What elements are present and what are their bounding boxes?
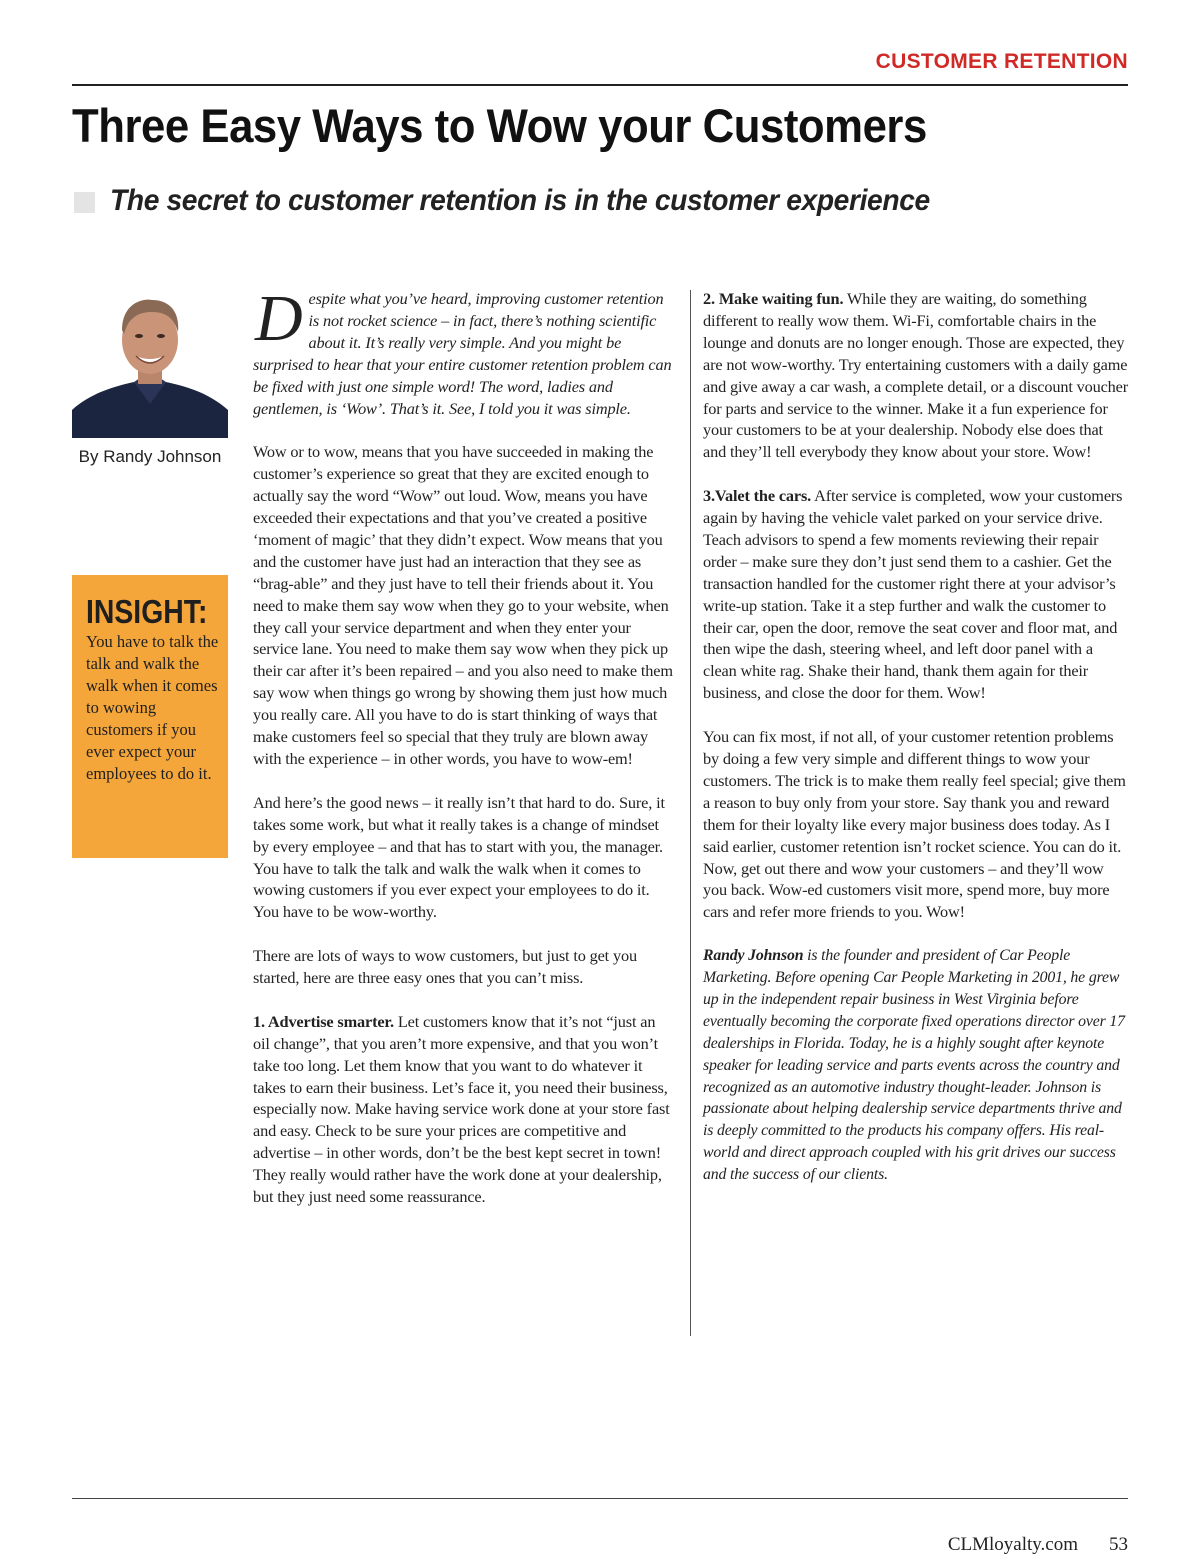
tip-3-lead: 3.Valet the cars. [703, 486, 812, 506]
page-number: 53 [1109, 1534, 1128, 1555]
tip-1-text: Let customers know that it’s not “just an oil change”, that you aren’t more expensive, and that you won’t take too long. Let them know that you want to do whatever it takes to earn their business. Let’s face it, you need their business, especially now. Make having service work done at your store fast and easy. Check to be sure your prices are competitive and advertise – in other words, don’t be the best kept secret in town! They really would rather have the work done at your dealership, but they just need some reassurance. [253, 1011, 670, 1207]
section-label: CUSTOMER RETENTION [875, 50, 1128, 73]
footer-rule [72, 1498, 1128, 1499]
article-subhead: The secret to customer retention is in the customer experience [110, 184, 930, 217]
insight-title: INSIGHT: [86, 593, 208, 630]
tip-3-text: After service is completed, wow your customers again by having the vehicle valet parked on your service drive. Teach advisors to spend a few moments reviewing their repair order – make sure they don’t just send them to a cashier. Get the transaction handled for the customer right there at your advisor’s write-up station. Take it a step further and walk the customer to their car, open the door, remove the seat cover and floor mat, and then wipe the dash, steering wheel, and left door panel with a clean white rag. Shake their hand, thank them again for their business, and close the door for them. Wow! [703, 486, 1123, 703]
tip-2-lead: 2. Make waiting fun. [703, 289, 844, 308]
body-paragraph: Wow or to wow, means that you have succeeded in making the customer’s experience so great that they are excited enough to actually say the word “Wow” out loud. Wow, means you have exceeded their expectations and that you’ve created a positive ‘moment of magic’ that they didn’t expect. Wow means that you and the customer have just had an interaction that they see as “brag-able” and they just have to tell their friends about it. You need to make them say wow when they go to your website, when they call your service department and when they enter your service lane. You need to make them say wow when they pick up their car after it’s been repaired – and you also need to make them say wow when things go wrong by showing them just how much you really care. All you have to do is start thinking of ways that make customers feel so special that they truly are blown away with the experience – in other words, you have to wow-em! [253, 442, 673, 769]
subhead-marker [74, 192, 95, 213]
author-byline: By Randy Johnson [78, 447, 222, 466]
tip-2-text: While they are waiting, do something different to really wow them. Wi-Fi, comfortable chairs in the lounge and donuts are no longer enough. Those are expected, they are not wow-worthy. Try entertaining customers with a daily game and give away a car wash, a complete detail, or a discount voucher for parts and service to the winner. Make it a fun experience for your customers to be at your dealership. Nobody else does that and they’ll tell everybody they know about your store. Wow! [703, 289, 1128, 462]
tip-1-paragraph [253, 1011, 673, 1208]
intro-text: espite what you’ve heard, improving customer retention is not rocket science – in fact, there’s nothing scientific about it. It’s really very simple. And you might be surprised to hear that your entire customer retention problem can be fixed with just one simple word! The word, ladies and gentlemen, is ‘Wow’. That’s it. See, I told you it was simple. [253, 289, 672, 418]
insight-box [72, 575, 228, 858]
drop-cap: D [255, 282, 303, 355]
article-column-1 [253, 282, 673, 1230]
insight-text: You have to talk the talk and walk the walk when it comes to wowing customers if you ever expect your employees to do it. [86, 632, 219, 783]
column-divider [690, 290, 691, 1336]
article-column-2 [703, 288, 1129, 1208]
section-rule [72, 84, 1128, 86]
tip-2-paragraph [703, 288, 1129, 463]
footer-website: CLMloyalty.com [947, 1534, 1078, 1555]
author-bio [703, 945, 1129, 1186]
author-photo [72, 282, 228, 438]
bio-text: is the founder and president of Car People Marketing. Before opening Car People Marketing in 2001, he grew up in the independent repair business in West Virginia before eventually becoming the corporate fixed operations director over 17 dealerships in Florida. Today, he is a highly sought after keynote speaker for leading service and parts events across the country and recognized as an automotive industry thought-leader. Johnson is passionate about helping dealership service departments thrive and is deeply committed to the products his company offers. His real-world and direct approach coupled with his grit drives our success and the success of our clients. [703, 947, 1125, 1184]
conclusion-paragraph: You can fix most, if not all, of your customer retention problems by doing a few very simple and different things to wow your customers. The trick is to make them really feel special; give them a reason to buy only from your store. Say thank you and reward them for their loyalty like every major business does today. As I said earlier, customer retention isn’t rocket science. You can do it. Now, get out there and wow your customers – and they’ll wow you back. Wow-ed customers visit more, spend more, buy more cars and refer more friends to you. Wow! [703, 727, 1126, 922]
tip-1-lead: 1. Advertise smarter. [253, 1011, 394, 1031]
body-paragraph: And here’s the good news – it really isn’t that hard to do. Sure, it takes some work, but what it really takes is a change of mindset by every employee – and that has to start with you, the manager. You have to talk the talk and walk the walk when it comes to wowing customers if you ever expect your employees to do it. You have to be wow-worthy. [253, 792, 665, 922]
intro-paragraph [253, 282, 673, 419]
bio-name: Randy Johnson [703, 947, 804, 965]
tip-3-paragraph [703, 485, 1129, 704]
body-paragraph: There are lots of ways to wow customers, but just to get you started, here are three easy ones that you can’t miss. [253, 946, 637, 988]
article-headline: Three Easy Ways to Wow your Customers [72, 99, 927, 152]
